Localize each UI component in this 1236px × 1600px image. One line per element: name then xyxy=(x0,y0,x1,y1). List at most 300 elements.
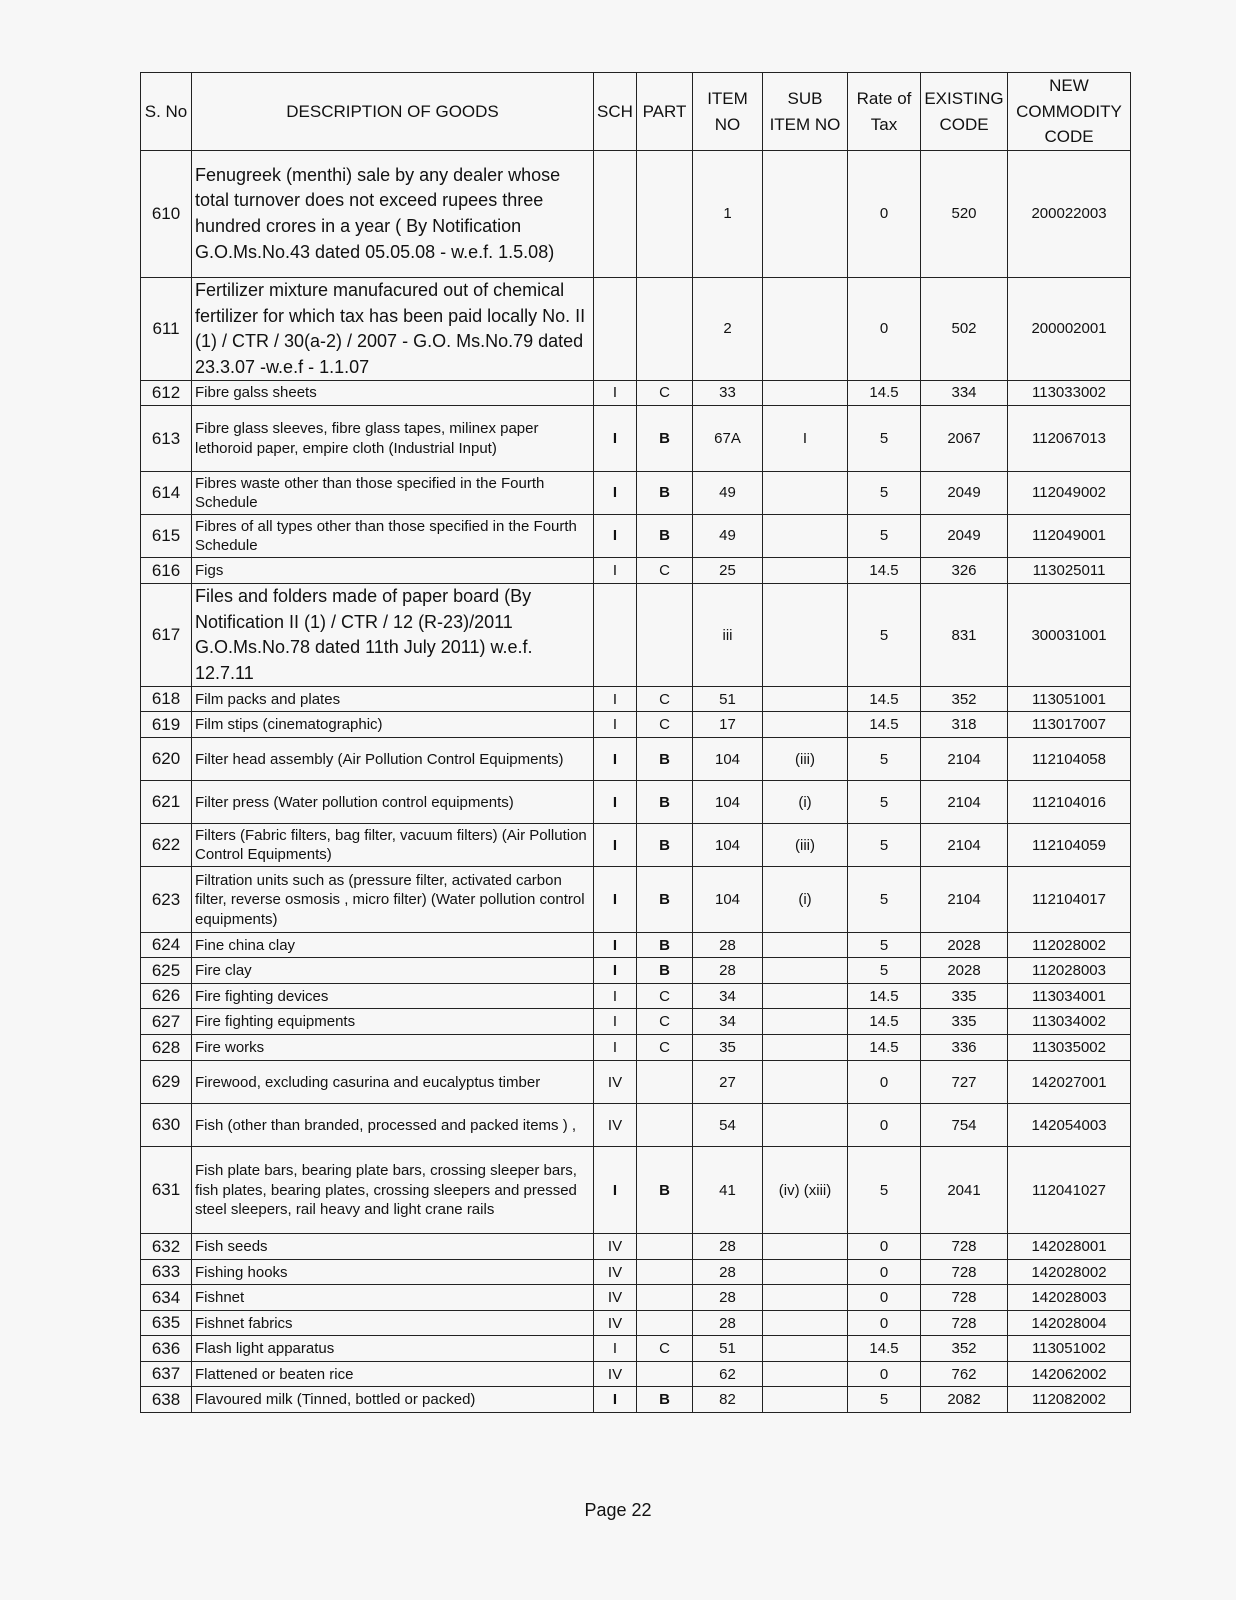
table-row xyxy=(141,958,1131,984)
cell-sno: 633 xyxy=(141,1260,192,1285)
cell-part xyxy=(637,151,693,278)
cell-existing-code: 2104 xyxy=(921,824,1008,867)
cell-sno: 618 xyxy=(141,687,192,712)
cell-item-no: 51 xyxy=(693,687,763,712)
cell-sub-item-no xyxy=(763,1061,848,1104)
cell-sno: 617 xyxy=(141,584,192,687)
cell-description: Fertilizer mixture manufacured out of chemical fertilizer for which tax has been paid locally No. II (1) / CTR / 30(a-2) / 2007 - G.O. Ms.No.79 dated 23.3.07 -w.e.f - 1.1.07 xyxy=(192,278,594,381)
cell-sno: 623 xyxy=(141,867,192,933)
cell-description: Fish plate bars, bearing plate bars, crossing sleeper bars, fish plates, bearing plates, crossing sleepers and pressed steel sleepers, rail heavy and light crane rails xyxy=(192,1147,594,1234)
cell-sno: 632 xyxy=(141,1234,192,1260)
cell-part: B xyxy=(637,406,693,472)
cell-new-commodity-code: 142062002 xyxy=(1008,1362,1131,1387)
cell-description: Figs xyxy=(192,558,594,584)
header-description: DESCRIPTION OF GOODS xyxy=(192,73,594,151)
cell-existing-code: 2104 xyxy=(921,738,1008,781)
table-row xyxy=(141,1009,1131,1035)
cell-part: C xyxy=(637,687,693,712)
header-new-commodity-code: NEW COMMODITY CODE xyxy=(1008,73,1131,151)
cell-sub-item-no xyxy=(763,1009,848,1035)
cell-sno: 624 xyxy=(141,933,192,958)
cell-existing-code: 334 xyxy=(921,381,1008,406)
cell-rate-of-tax: 14.5 xyxy=(848,984,921,1009)
cell-sub-item-no xyxy=(763,1285,848,1311)
cell-item-no: 49 xyxy=(693,472,763,515)
cell-item-no: 62 xyxy=(693,1362,763,1387)
cell-sch: IV xyxy=(594,1104,637,1147)
cell-sub-item-no xyxy=(763,1311,848,1336)
cell-new-commodity-code: 112041027 xyxy=(1008,1147,1131,1234)
cell-sch: I xyxy=(594,381,637,406)
table-row xyxy=(141,1234,1131,1260)
cell-rate-of-tax: 5 xyxy=(848,1387,921,1413)
cell-rate-of-tax: 0 xyxy=(848,151,921,278)
cell-existing-code: 728 xyxy=(921,1311,1008,1336)
cell-item-no: 104 xyxy=(693,738,763,781)
header-sub-item-no: SUB ITEM NO xyxy=(763,73,848,151)
cell-existing-code: 727 xyxy=(921,1061,1008,1104)
table-row xyxy=(141,781,1131,824)
cell-rate-of-tax: 14.5 xyxy=(848,1336,921,1362)
table-row xyxy=(141,824,1131,867)
cell-rate-of-tax: 14.5 xyxy=(848,1009,921,1035)
cell-existing-code: 352 xyxy=(921,687,1008,712)
cell-description: Fire works xyxy=(192,1035,594,1061)
cell-rate-of-tax: 14.5 xyxy=(848,1035,921,1061)
cell-rate-of-tax: 0 xyxy=(848,1104,921,1147)
cell-sch: IV xyxy=(594,1311,637,1336)
table-row xyxy=(141,867,1131,933)
cell-item-no: 82 xyxy=(693,1387,763,1413)
cell-part: B xyxy=(637,781,693,824)
cell-sno: 612 xyxy=(141,381,192,406)
cell-sch: IV xyxy=(594,1285,637,1311)
cell-existing-code: 762 xyxy=(921,1362,1008,1387)
cell-sch: IV xyxy=(594,1362,637,1387)
cell-part: B xyxy=(637,824,693,867)
cell-part: C xyxy=(637,1009,693,1035)
cell-part: C xyxy=(637,381,693,406)
cell-part: B xyxy=(637,472,693,515)
cell-existing-code: 728 xyxy=(921,1285,1008,1311)
cell-sno: 638 xyxy=(141,1387,192,1413)
cell-sch: I xyxy=(594,406,637,472)
cell-item-no: 104 xyxy=(693,781,763,824)
cell-part: C xyxy=(637,984,693,1009)
cell-description: Filter head assembly (Air Pollution Control Equipments) xyxy=(192,738,594,781)
cell-sch: IV xyxy=(594,1234,637,1260)
cell-item-no: 35 xyxy=(693,1035,763,1061)
cell-sch: I xyxy=(594,984,637,1009)
cell-part xyxy=(637,1104,693,1147)
cell-item-no: 1 xyxy=(693,151,763,278)
table-row xyxy=(141,1061,1131,1104)
cell-rate-of-tax: 14.5 xyxy=(848,558,921,584)
cell-rate-of-tax: 0 xyxy=(848,278,921,381)
cell-existing-code: 335 xyxy=(921,1009,1008,1035)
cell-description: Flattened or beaten rice xyxy=(192,1362,594,1387)
cell-item-no: 17 xyxy=(693,712,763,738)
cell-existing-code: 728 xyxy=(921,1260,1008,1285)
cell-rate-of-tax: 14.5 xyxy=(848,687,921,712)
cell-part xyxy=(637,1061,693,1104)
cell-description: Fibre glass sleeves, fibre glass tapes, milinex paper lethoroid paper, empire cloth (Industrial Input) xyxy=(192,406,594,472)
cell-new-commodity-code: 142054003 xyxy=(1008,1104,1131,1147)
cell-description: Fenugreek (menthi) sale by any dealer whose total turnover does not exceed rupees three hundred crores in a year ( By Notification G.O.Ms.No.43 dated 05.05.08 - w.e.f. 1.5.08) xyxy=(192,151,594,278)
cell-existing-code: 2041 xyxy=(921,1147,1008,1234)
cell-description: Film packs and plates xyxy=(192,687,594,712)
cell-sch: IV xyxy=(594,1061,637,1104)
cell-description: Fish seeds xyxy=(192,1234,594,1260)
cell-sub-item-no: (i) xyxy=(763,781,848,824)
cell-sub-item-no xyxy=(763,984,848,1009)
cell-existing-code: 2082 xyxy=(921,1387,1008,1413)
cell-description: Fish (other than branded, processed and packed items ) , xyxy=(192,1104,594,1147)
table-row xyxy=(141,584,1131,687)
cell-description: Fibre galss sheets xyxy=(192,381,594,406)
cell-new-commodity-code: 113034001 xyxy=(1008,984,1131,1009)
table-row xyxy=(141,738,1131,781)
cell-description: Filter press (Water pollution control equipments) xyxy=(192,781,594,824)
cell-existing-code: 502 xyxy=(921,278,1008,381)
cell-rate-of-tax: 14.5 xyxy=(848,712,921,738)
cell-new-commodity-code: 300031001 xyxy=(1008,584,1131,687)
cell-sno: 635 xyxy=(141,1311,192,1336)
cell-sch: I xyxy=(594,1387,637,1413)
table-row xyxy=(141,984,1131,1009)
cell-description: Fishnet xyxy=(192,1285,594,1311)
cell-new-commodity-code: 113051002 xyxy=(1008,1336,1131,1362)
cell-existing-code: 352 xyxy=(921,1336,1008,1362)
cell-existing-code: 2049 xyxy=(921,472,1008,515)
cell-existing-code: 318 xyxy=(921,712,1008,738)
cell-item-no: 104 xyxy=(693,824,763,867)
header-item-no: ITEM NO xyxy=(693,73,763,151)
cell-part xyxy=(637,1285,693,1311)
cell-rate-of-tax: 5 xyxy=(848,472,921,515)
cell-sub-item-no xyxy=(763,151,848,278)
table-row xyxy=(141,1285,1131,1311)
cell-sno: 626 xyxy=(141,984,192,1009)
header-sno: S. No xyxy=(141,73,192,151)
cell-sch: IV xyxy=(594,1260,637,1285)
cell-new-commodity-code: 113025011 xyxy=(1008,558,1131,584)
cell-sno: 637 xyxy=(141,1362,192,1387)
table-row xyxy=(141,381,1131,406)
cell-rate-of-tax: 0 xyxy=(848,1234,921,1260)
cell-new-commodity-code: 112049001 xyxy=(1008,515,1131,558)
cell-description: Fibres waste other than those specified in the Fourth Schedule xyxy=(192,472,594,515)
cell-rate-of-tax: 0 xyxy=(848,1260,921,1285)
cell-sub-item-no: (iii) xyxy=(763,824,848,867)
cell-rate-of-tax: 5 xyxy=(848,958,921,984)
cell-sno: 615 xyxy=(141,515,192,558)
cell-sno: 613 xyxy=(141,406,192,472)
cell-description: Fine china clay xyxy=(192,933,594,958)
cell-rate-of-tax: 0 xyxy=(848,1285,921,1311)
cell-existing-code: 336 xyxy=(921,1035,1008,1061)
cell-rate-of-tax: 5 xyxy=(848,1147,921,1234)
table-row xyxy=(141,1387,1131,1413)
cell-description: Fibres of all types other than those specified in the Fourth Schedule xyxy=(192,515,594,558)
table-row xyxy=(141,1147,1131,1234)
cell-item-no: 51 xyxy=(693,1336,763,1362)
header-row xyxy=(141,73,1131,151)
cell-new-commodity-code: 142027001 xyxy=(1008,1061,1131,1104)
cell-new-commodity-code: 112082002 xyxy=(1008,1387,1131,1413)
cell-sub-item-no xyxy=(763,712,848,738)
cell-sch: I xyxy=(594,472,637,515)
cell-item-no: 28 xyxy=(693,1260,763,1285)
table-row xyxy=(141,406,1131,472)
table-row xyxy=(141,1035,1131,1061)
cell-new-commodity-code: 113051001 xyxy=(1008,687,1131,712)
cell-sch: I xyxy=(594,781,637,824)
cell-existing-code: 2067 xyxy=(921,406,1008,472)
cell-rate-of-tax: 5 xyxy=(848,584,921,687)
cell-item-no: 49 xyxy=(693,515,763,558)
cell-rate-of-tax: 5 xyxy=(848,406,921,472)
cell-sch: I xyxy=(594,1009,637,1035)
cell-sub-item-no xyxy=(763,584,848,687)
cell-sub-item-no: I xyxy=(763,406,848,472)
cell-existing-code: 2104 xyxy=(921,781,1008,824)
cell-sch: I xyxy=(594,1035,637,1061)
cell-part xyxy=(637,1362,693,1387)
table-row xyxy=(141,1260,1131,1285)
cell-existing-code: 2028 xyxy=(921,958,1008,984)
cell-sub-item-no xyxy=(763,381,848,406)
cell-rate-of-tax: 5 xyxy=(848,515,921,558)
cell-sch: I xyxy=(594,1336,637,1362)
cell-item-no: 34 xyxy=(693,1009,763,1035)
cell-sch: I xyxy=(594,558,637,584)
cell-item-no: 27 xyxy=(693,1061,763,1104)
cell-item-no: iii xyxy=(693,584,763,687)
cell-part: B xyxy=(637,515,693,558)
header-sch: SCH xyxy=(594,73,637,151)
cell-sch: I xyxy=(594,867,637,933)
cell-existing-code: 831 xyxy=(921,584,1008,687)
cell-sch: I xyxy=(594,824,637,867)
cell-rate-of-tax: 5 xyxy=(848,867,921,933)
table-row xyxy=(141,1311,1131,1336)
cell-part: C xyxy=(637,1336,693,1362)
table-row xyxy=(141,515,1131,558)
cell-part: C xyxy=(637,558,693,584)
cell-sub-item-no xyxy=(763,1336,848,1362)
cell-rate-of-tax: 0 xyxy=(848,1061,921,1104)
cell-item-no: 104 xyxy=(693,867,763,933)
cell-rate-of-tax: 0 xyxy=(848,1311,921,1336)
cell-sno: 622 xyxy=(141,824,192,867)
cell-item-no: 25 xyxy=(693,558,763,584)
cell-item-no: 54 xyxy=(693,1104,763,1147)
cell-sub-item-no xyxy=(763,933,848,958)
cell-item-no: 33 xyxy=(693,381,763,406)
cell-part: C xyxy=(637,1035,693,1061)
cell-sno: 614 xyxy=(141,472,192,515)
cell-existing-code: 2104 xyxy=(921,867,1008,933)
table-row xyxy=(141,712,1131,738)
header-part: PART xyxy=(637,73,693,151)
cell-item-no: 67A xyxy=(693,406,763,472)
cell-sch: I xyxy=(594,958,637,984)
cell-sub-item-no xyxy=(763,472,848,515)
table-row xyxy=(141,1362,1131,1387)
cell-sch: I xyxy=(594,1147,637,1234)
cell-item-no: 28 xyxy=(693,1285,763,1311)
cell-new-commodity-code: 113033002 xyxy=(1008,381,1131,406)
cell-description: Fire fighting equipments xyxy=(192,1009,594,1035)
table-row xyxy=(141,151,1131,278)
cell-existing-code: 335 xyxy=(921,984,1008,1009)
cell-sub-item-no xyxy=(763,278,848,381)
cell-item-no: 28 xyxy=(693,933,763,958)
cell-rate-of-tax: 5 xyxy=(848,933,921,958)
cell-new-commodity-code: 112104017 xyxy=(1008,867,1131,933)
table-row xyxy=(141,687,1131,712)
header-existing-code: EXISTING CODE xyxy=(921,73,1008,151)
cell-sch: I xyxy=(594,738,637,781)
cell-sub-item-no xyxy=(763,515,848,558)
cell-description: Flash light apparatus xyxy=(192,1336,594,1362)
cell-sno: 628 xyxy=(141,1035,192,1061)
cell-sub-item-no: (i) xyxy=(763,867,848,933)
cell-sno: 631 xyxy=(141,1147,192,1234)
cell-new-commodity-code: 113035002 xyxy=(1008,1035,1131,1061)
cell-description: Flavoured milk (Tinned, bottled or packed) xyxy=(192,1387,594,1413)
commodity-table xyxy=(140,72,1131,1413)
cell-sch: I xyxy=(594,712,637,738)
cell-sub-item-no xyxy=(763,1035,848,1061)
cell-existing-code: 2028 xyxy=(921,933,1008,958)
cell-new-commodity-code: 142028004 xyxy=(1008,1311,1131,1336)
cell-existing-code: 2049 xyxy=(921,515,1008,558)
cell-rate-of-tax: 0 xyxy=(848,1362,921,1387)
cell-description: Fishnet fabrics xyxy=(192,1311,594,1336)
cell-new-commodity-code: 112028002 xyxy=(1008,933,1131,958)
cell-sno: 636 xyxy=(141,1336,192,1362)
table-row xyxy=(141,933,1131,958)
cell-sno: 610 xyxy=(141,151,192,278)
table-row xyxy=(141,1104,1131,1147)
cell-new-commodity-code: 142028001 xyxy=(1008,1234,1131,1260)
cell-sub-item-no xyxy=(763,1104,848,1147)
cell-part xyxy=(637,584,693,687)
cell-part: B xyxy=(637,867,693,933)
cell-rate-of-tax: 5 xyxy=(848,781,921,824)
cell-part: B xyxy=(637,1387,693,1413)
cell-new-commodity-code: 112104058 xyxy=(1008,738,1131,781)
cell-item-no: 41 xyxy=(693,1147,763,1234)
cell-new-commodity-code: 112049002 xyxy=(1008,472,1131,515)
cell-part xyxy=(637,278,693,381)
cell-sch: I xyxy=(594,687,637,712)
cell-rate-of-tax: 5 xyxy=(848,824,921,867)
cell-sub-item-no xyxy=(763,1387,848,1413)
cell-sub-item-no xyxy=(763,958,848,984)
cell-sno: 616 xyxy=(141,558,192,584)
cell-sno: 630 xyxy=(141,1104,192,1147)
cell-sub-item-no xyxy=(763,687,848,712)
header-rate-of-tax: Rate of Tax xyxy=(848,73,921,151)
table-row xyxy=(141,278,1131,381)
page-number: Page 22 xyxy=(584,1500,652,1520)
cell-part: B xyxy=(637,933,693,958)
cell-sno: 627 xyxy=(141,1009,192,1035)
cell-new-commodity-code: 112104059 xyxy=(1008,824,1131,867)
cell-new-commodity-code: 142028002 xyxy=(1008,1260,1131,1285)
cell-new-commodity-code: 200002001 xyxy=(1008,278,1131,381)
cell-sub-item-no xyxy=(763,1234,848,1260)
cell-new-commodity-code: 112028003 xyxy=(1008,958,1131,984)
cell-item-no: 2 xyxy=(693,278,763,381)
cell-part xyxy=(637,1234,693,1260)
cell-sno: 619 xyxy=(141,712,192,738)
cell-sno: 629 xyxy=(141,1061,192,1104)
cell-new-commodity-code: 142028003 xyxy=(1008,1285,1131,1311)
cell-new-commodity-code: 200022003 xyxy=(1008,151,1131,278)
cell-existing-code: 520 xyxy=(921,151,1008,278)
cell-part xyxy=(637,1260,693,1285)
cell-description: Files and folders made of paper board (By Notification II (1) / CTR / 12 (R-23)/2011 G.O.Ms.No.78 dated 11th July 2011) w.e.f. 12.7.11 xyxy=(192,584,594,687)
cell-item-no: 34 xyxy=(693,984,763,1009)
cell-sno: 611 xyxy=(141,278,192,381)
cell-part xyxy=(637,1311,693,1336)
cell-description: Film stips (cinematographic) xyxy=(192,712,594,738)
cell-item-no: 28 xyxy=(693,1234,763,1260)
cell-sch: I xyxy=(594,515,637,558)
cell-new-commodity-code: 113017007 xyxy=(1008,712,1131,738)
table-row xyxy=(141,558,1131,584)
cell-sub-item-no: (iii) xyxy=(763,738,848,781)
cell-sno: 634 xyxy=(141,1285,192,1311)
cell-sch xyxy=(594,584,637,687)
cell-new-commodity-code: 112067013 xyxy=(1008,406,1131,472)
cell-part: B xyxy=(637,738,693,781)
cell-rate-of-tax: 14.5 xyxy=(848,381,921,406)
cell-sno: 621 xyxy=(141,781,192,824)
cell-sub-item-no xyxy=(763,1362,848,1387)
cell-sno: 625 xyxy=(141,958,192,984)
cell-rate-of-tax: 5 xyxy=(848,738,921,781)
table-row xyxy=(141,472,1131,515)
cell-description: Fire clay xyxy=(192,958,594,984)
cell-sno: 620 xyxy=(141,738,192,781)
cell-description: Filters (Fabric filters, bag filter, vacuum filters) (Air Pollution Control Equipments) xyxy=(192,824,594,867)
cell-sch xyxy=(594,278,637,381)
cell-existing-code: 326 xyxy=(921,558,1008,584)
cell-description: Firewood, excluding casurina and eucalyptus timber xyxy=(192,1061,594,1104)
cell-new-commodity-code: 113034002 xyxy=(1008,1009,1131,1035)
cell-sch xyxy=(594,151,637,278)
cell-existing-code: 754 xyxy=(921,1104,1008,1147)
cell-item-no: 28 xyxy=(693,1311,763,1336)
cell-description: Fire fighting devices xyxy=(192,984,594,1009)
cell-sub-item-no: (iv) (xiii) xyxy=(763,1147,848,1234)
cell-existing-code: 728 xyxy=(921,1234,1008,1260)
cell-sub-item-no xyxy=(763,1260,848,1285)
cell-description: Fishing hooks xyxy=(192,1260,594,1285)
cell-description: Filtration units such as (pressure filter, activated carbon filter, reverse osmosis , micro filter) (Water pollution control equipments) xyxy=(192,867,594,933)
cell-sub-item-no xyxy=(763,558,848,584)
table-row xyxy=(141,1336,1131,1362)
cell-item-no: 28 xyxy=(693,958,763,984)
cell-sch: I xyxy=(594,933,637,958)
cell-part: B xyxy=(637,1147,693,1234)
cell-part: B xyxy=(637,958,693,984)
